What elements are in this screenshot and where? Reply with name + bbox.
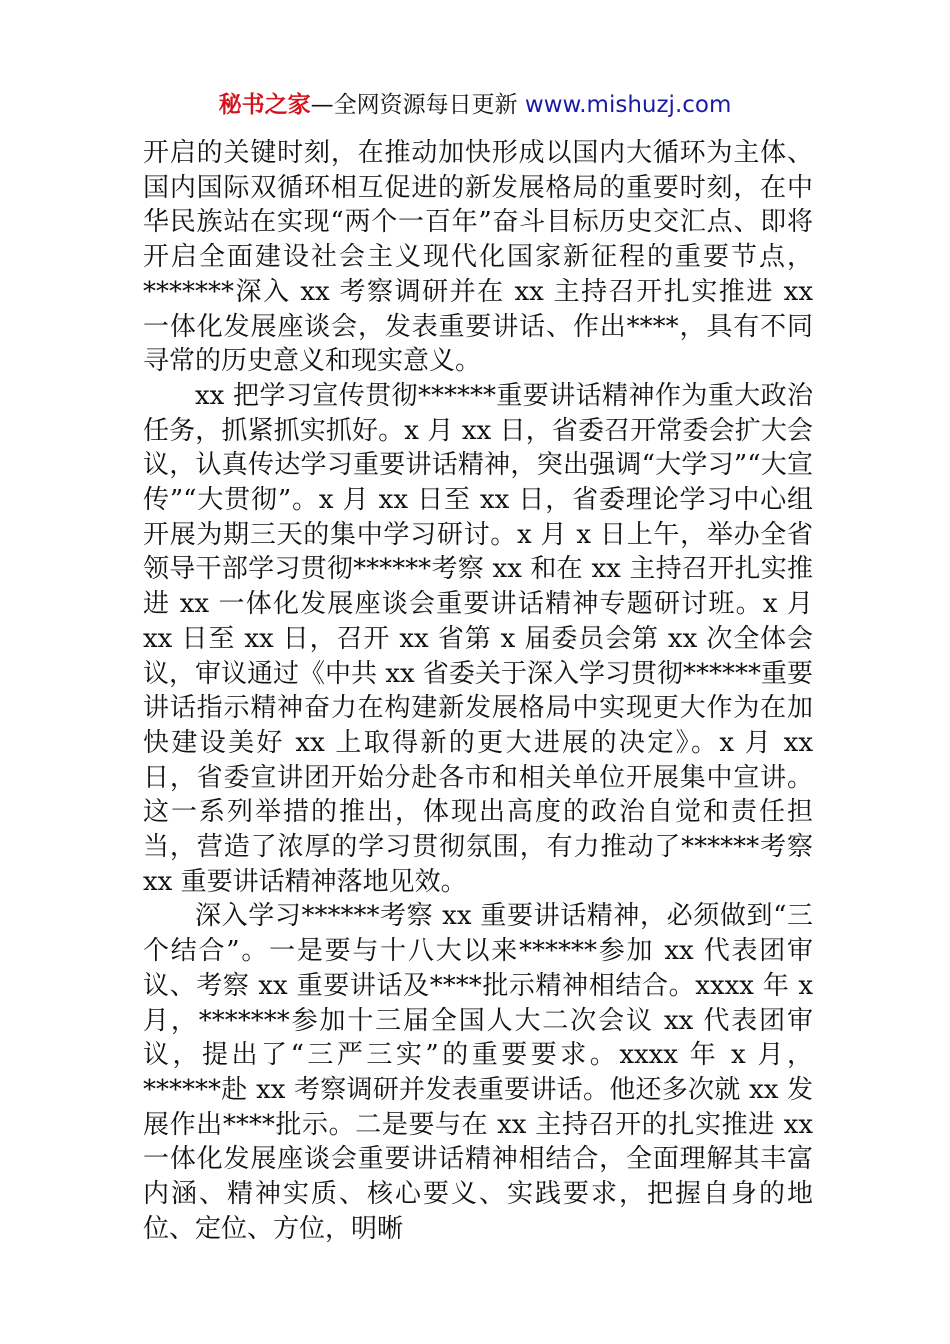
paragraph-1: 开启的关键时刻，在推动加快形成以国内大循环为主体、国内国际双循环相互促进的新发展格局的重要时刻，在中华民族站在实现“两个一百年”奋斗目标历史交汇点、即将开启全面建设社会主义现代化国家新征程的重要节点，*******深入 xx 考察调研并在 xx 主持召开扎实推进 xx 一体化发展座谈会，发表重要讲话、作出****，具有不同寻常的历史意义和现实意义。 xyxy=(143,138,813,377)
page-header xyxy=(0,88,950,122)
document-body xyxy=(143,136,813,1247)
paragraph-2: xx 把学习宣传贯彻******重要讲话精神作为重大政治任务，抓紧抓实抓好。x 月 xx 日，省委召开常委会扩大会议，认真传达学习重要讲话精神，突出强调“大学习”“大宣传”“大贯彻”。x 月 xx 日至 xx 日，省委理论学习中心组开展为期三天的集中学习研讨。x 月 x 日上午，举办全省领导干部学习贯彻******考察 xx 和在 xx 主持召开扎实推进 xx 一体化发展座谈会重要讲话精神专题研讨班。x 月 xx 日至 xx 日，召开 xx 省第 x 届委员会第 xx 次全体会议，审议通过《中共 xx 省委关于深入学习贯彻******重要讲话指示精神奋力在构建新发展格局中实现更大作为在加快建设美好 xx 上取得新的更大进展的决定》。x 月 xx 日，省委宣讲团开始分赴各市和相关单位开展集中宣讲。这一系列举措的推出，体现出高度的政治自觉和责任担当，营造了浓厚的学习贯彻氛围，有力推动了******考察 xx 重要讲话精神落地见效。 xyxy=(143,380,813,897)
paragraph-3: 深入学习******考察 xx 重要讲话精神，必须做到“三个结合”。一是要与十八大以来******参加 xx 代表团审议、考察 xx 重要讲话及****批示精神相结合。xxxx 年 x 月，*******参加十三届全国人大二次会议 xx 代表团审议，提出了“三严三实”的重要要求。xxxx 年 x 月，******赴 xx 考察调研并发表重要讲话。他还多次就 xx 发展作出****批示。二是要与在 xx 主持召开的扎实推进 xx 一体化发展座谈会重要讲话精神相结合，全面理解其丰富内涵、精神实质、核心要义、实践要求，把握自身的地位、定位、方位，明晰 xyxy=(143,901,813,1244)
header-url-link[interactable]: www.mishuzj.com xyxy=(524,92,732,118)
header-brand: 秘书之家 xyxy=(218,92,311,118)
header-tagline: —全网资源每日更新 xyxy=(310,92,525,118)
